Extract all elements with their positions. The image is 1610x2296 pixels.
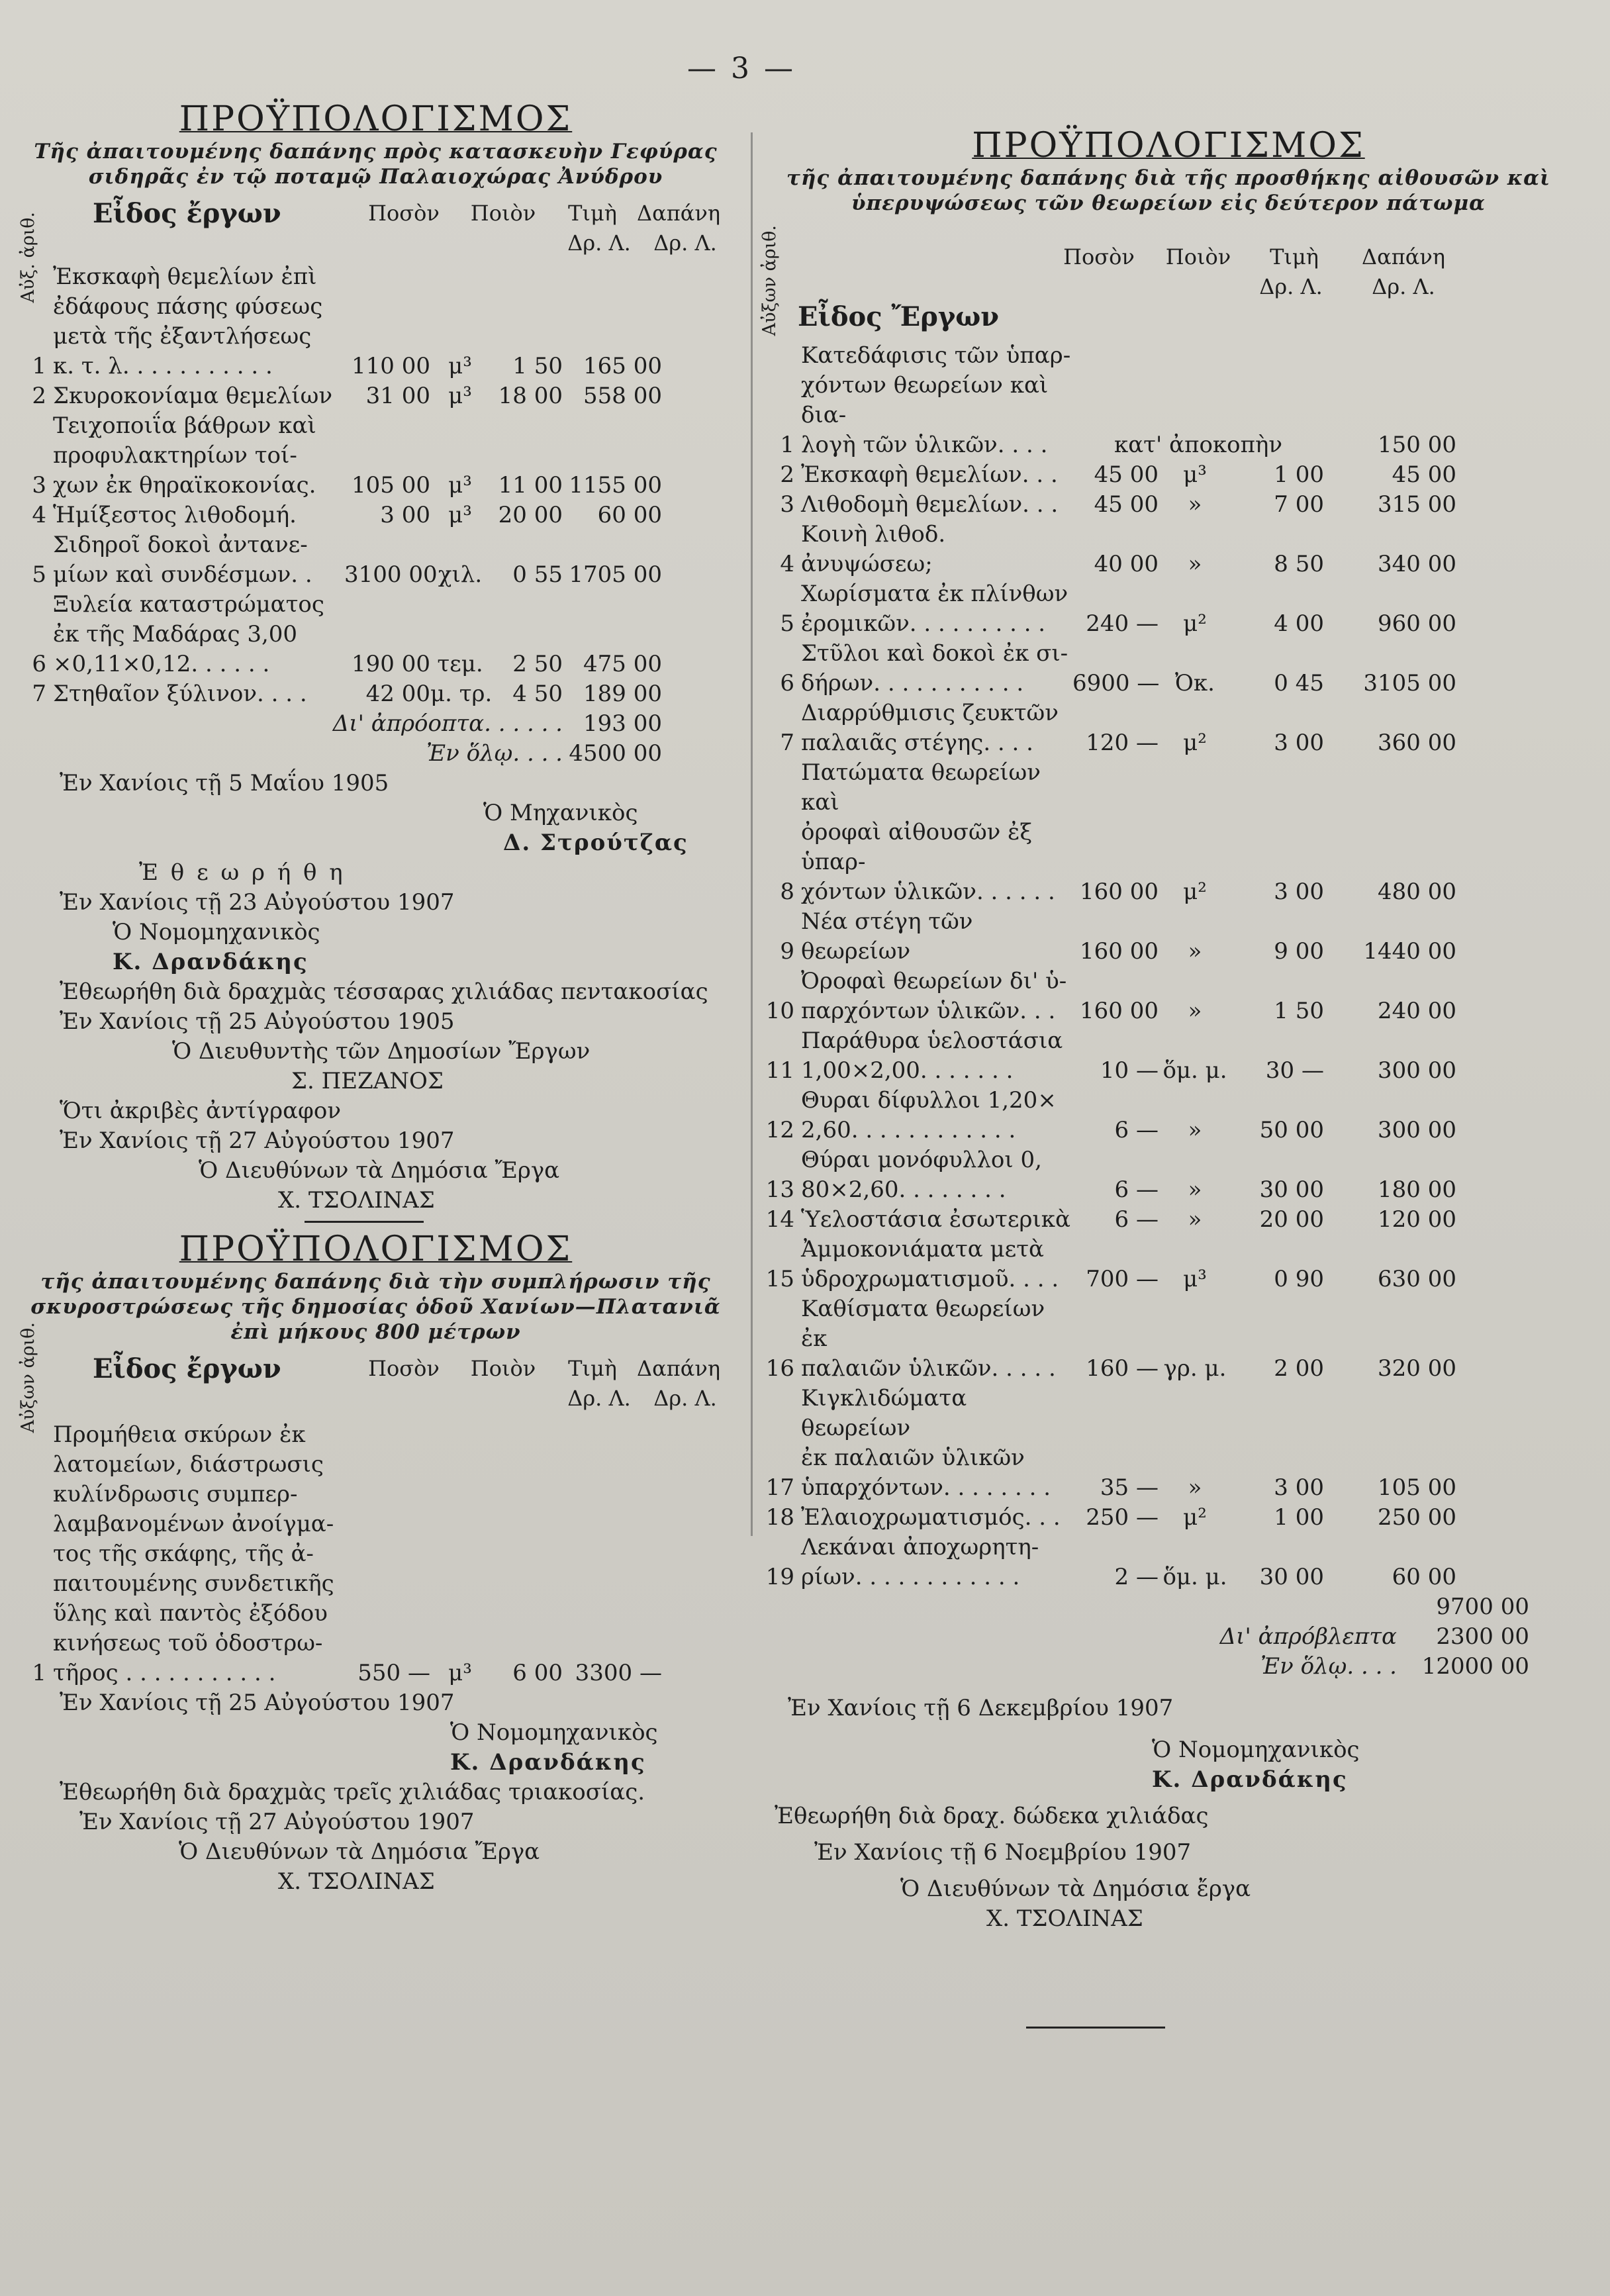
table-row: 18 Ἐλαιοχρωματισμός. . . 250 — μ² 1 00 250 00	[765, 1504, 1456, 1531]
table-row: 4 Ἡμίξεστος λιθοδομή. 3 00 μ³ 20 00 60 00	[32, 502, 662, 528]
nomo-title: Ὁ Νομομηχανικὸς	[113, 919, 320, 945]
table-row: 2 Σκυροκονίαμα θεμελίων 31 00 μ³ 18 00 558 00	[32, 383, 662, 409]
table-row: 19 Λεκάναι ἀποχωρητη- ρίων. . . . . . . . . . . . 2 — ὅμ. μ. 30 00 60 00	[765, 1534, 1456, 1590]
col-kind: Εἶδος ἔργων	[93, 198, 281, 229]
date-line: Ἐν Χανίοις τῇ 27 Αὐγούστου 1907	[60, 1127, 455, 1154]
units-row	[1238, 272, 1576, 302]
table-row: 5 Χωρίσματα ἐκ πλίνθων ἐρομικῶν. . . . . . . . . . 240 — μ² 4 00 960 00	[780, 581, 1456, 637]
total-row: Ἐν ὅλῳ. . . . 12000 00	[1260, 1653, 1529, 1680]
unit-price: Δρ. Λ.	[567, 230, 631, 256]
director-signature: Χ. ΤΣΟΛΙΝΑΣ	[278, 1868, 435, 1895]
table-row: 1 Ἐκσκαφὴ θεμελίων ἐπὶ ἐδάφους πάσης φύσεως μετὰ τῆς ἐξαντλήσεως κ. τ. λ. . . . . . . . . . . 110 00 μ³ 1 50 165 00	[32, 263, 662, 379]
table-row: 9 Νέα στέγη τῶν θεωρείων 160 00 » 9 00 1440 00	[780, 908, 1456, 965]
table-row: 1 Προμήθεια σκύρων ἐκ λατομείων, διάστρωσις κυλίνδρωσις συμπερ- λαμβανομένων ἀνοίγμα- τος τῆς σκάφης, τῆς ἀ- παιτουμένης συνδετικῆς ὕλης καὶ παντὸς ἐξόδου κινήσεως τοῦ ὁδοστρω- τῆρος . . . . . . . . . . . 550 — μ³ 6 00 3300 —	[32, 1421, 662, 1686]
director-title: Ὁ Διευθύνων τὰ Δημόσια ἔργα	[900, 1876, 1251, 1902]
col-kind: Εἶδος ἔργων	[93, 1353, 281, 1384]
table-row: 2 Ἐκσκαφὴ θεμελίων. . . 45 00 μ³ 1 00 45 00	[780, 461, 1456, 488]
table-row: 13 Θύραι μονόφυλλοι 0, 80×2,60. . . . . . . . 6 — » 30 00 180 00	[765, 1147, 1456, 1203]
units-row	[556, 228, 732, 258]
director-signature: Σ. ΠΕΖΑΝΟΣ	[291, 1068, 444, 1094]
page-number: — 3 —	[687, 52, 796, 85]
table-row: 17 Κιγκλιδώματα θεωρείων ἐκ παλαιῶν ὑλικῶν ὑπαρχόντων. . . . . . . . 35 — » 3 00 105 00	[765, 1385, 1456, 1501]
table-row: 7 Στηθαῖον ξύλινον. . . . 42 00 μ. τρ. 4 50 189 00	[32, 681, 662, 707]
separator-rule	[305, 1221, 424, 1223]
table-row: 6 Στῦλοι καὶ δοκοὶ ἐκ σι- δήρων. . . . . . . . . . . 6900 — Ὀκ. 0 45 3105 00	[780, 640, 1456, 696]
director-title: Ὁ Διευθυντὴς τῶν Δημοσίων Ἔργων	[172, 1038, 591, 1065]
total-row: Ἐν ὅλῳ. . . . 4500 00	[426, 740, 662, 767]
col-price: Τιμὴ	[568, 1356, 617, 1381]
unit-cost: Δρ. Λ.	[653, 1386, 717, 1411]
col-qty: Ποσὸν	[368, 201, 440, 226]
separator-rule	[1026, 2027, 1165, 2029]
col-cost: Δαπάνη	[637, 201, 720, 226]
director-signature: Χ. ΤΣΟΛΙΝΑΣ	[986, 1905, 1143, 1932]
budget-heading: ΠΡΟΫΠΟΛΟΓΙΣΜΟΣ	[972, 126, 1365, 166]
budget-heading: ΠΡΟΫΠΟΛΟΓΙΣΜΟΣ	[179, 99, 573, 139]
table-row: 4 Κοινὴ λιθοδ. ἀνυψώσεω; 40 00 » 8 50 340 00	[780, 521, 1456, 577]
col-quality: Ποιὸν	[470, 201, 536, 226]
budget-road	[20, 1229, 732, 1897]
budget-heading: ΠΡΟΫΠΟΛΟΓΙΣΜΟΣ	[179, 1229, 573, 1269]
col-price: Τιμὴ	[1270, 244, 1319, 269]
date-line: Ἐν Χανίοις τῇ 5 Μαΐου 1905	[60, 770, 389, 796]
table-row: 3 Λιθοδομὴ θεμελίων. . . 45 00 » 7 00 315 00	[780, 491, 1456, 518]
table-row: 5 Σιδηροῖ δοκοὶ ἀντανε- μίων καὶ συνδέσμων. . 3100 00 χιλ. 0 55 1705 00	[32, 532, 662, 588]
unit-price: Δρ. Λ.	[1259, 274, 1323, 299]
director-title: Ὁ Διευθύνων τὰ Δημόσια Ἔργα	[199, 1157, 560, 1184]
table-header	[1046, 242, 1576, 272]
column-divider	[751, 132, 753, 1536]
table-row: 11 Παράθυρα ὑελοστάσια 1,00×2,00. . . . . . . 10 — ὅμ. μ. 30 — 300 00	[765, 1028, 1456, 1084]
approval-amount: Ἐθεωρήθη διὰ δραχμὰς τρεῖς χιλιάδας τριακοσίας.	[60, 1779, 645, 1805]
date-line: Ἐν Χανίοις τῇ 6 Δεκεμβρίου 1907	[788, 1695, 1174, 1721]
subtotal-row: 9700 00	[1436, 1594, 1529, 1620]
col-quality: Ποιὸν	[1165, 244, 1231, 269]
table-row: 10 Ὀροφαὶ θεωρείων δι' ὑ- παρχόντων ὑλικῶν. . . 160 00 » 1 50 240 00	[765, 968, 1456, 1024]
col-qty: Ποσὸν	[368, 1356, 440, 1381]
approval-label: Ἐ θ ε ω ρ ή θ η	[139, 859, 346, 886]
table-row: 15 Ἀμμοκονιάματα μετὰ ὑδροχρωματισμοῦ. . . . 700 — μ³ 0 90 630 00	[765, 1236, 1456, 1292]
left-column	[20, 99, 732, 1897]
unforeseen-row: Δι' ἀπρόοπτα. . . . . . 193 00	[332, 710, 662, 737]
nomo-signature: Κ. Δρανδάκης	[450, 1749, 646, 1776]
unit-cost: Δρ. Λ.	[653, 230, 717, 256]
col-cost: Δαπάνη	[1362, 244, 1445, 269]
date-line: Ἐν Χανίοις τῇ 23 Αὐγούστου 1907	[60, 889, 455, 916]
table-row: 6 Ξυλεία καταστρώματος ἐκ τῆς Μαδάρας 3,00 ×0,11×0,12. . . . . . 190 00 τεμ. 2 50 475 00	[32, 591, 662, 677]
units-row	[556, 1384, 732, 1413]
table-header-kind	[798, 302, 1576, 332]
unit-cost: Δρ. Λ.	[1372, 274, 1435, 299]
budget-theatre	[761, 126, 1576, 2029]
budget-subtitle: Τῆς ἀπαιτουμένης δαπάνης πρὸς κατασκευὴν Γεφύρας σιδηρᾶς ἐν τῷ ποταμῷ Παλαιοχώρας Ἀνύδρου	[34, 140, 718, 189]
budget-subtitle: τῆς ἀπαιτουμένης δαπάνης διὰ τῆς προσθήκης αἰθουσῶν καὶ ὑπερυψώσεως τῶν θεωρείων εἰς δεύτερον πάτωμα	[786, 166, 1550, 215]
right-column	[761, 126, 1576, 2029]
unit-price: Δρ. Λ.	[567, 1386, 631, 1411]
table-row: 12 Θυραι δίφυλλοι 1,20× 2,60. . . . . . . . . . . . 6 — » 50 00 300 00	[765, 1087, 1456, 1143]
approval-amount: Ἐθεωρήθη διὰ δραχμὰς τέσσαρας χιλιάδας πεντακοσίας	[60, 979, 708, 1005]
col-qty: Ποσὸν	[1063, 244, 1135, 269]
table-header	[93, 199, 732, 228]
serial-number-label: Αὐξων ἀριθ.	[18, 1322, 38, 1433]
nomo-title: Ὁ Νομομηχανικὸς	[1152, 1737, 1360, 1763]
budget-subtitle: τῆς ἀπαιτουμένης δαπάνης διὰ τὴν συμπλήρωσιν τῆς σκυροστρώσεως τῆς δημοσίας ὁδοῦ Χανίων—Πλατανιᾶ ἐπὶ μήκους 800 μέτρων	[30, 1270, 721, 1344]
col-cost: Δαπάνη	[637, 1356, 720, 1381]
date-line: Ἐν Χανίοις τῇ 6 Νοεμβρίου 1907	[814, 1839, 1192, 1866]
table-row: 7 Διαρρύθμισις ζευκτῶν παλαιᾶς στέγης. . . . 120 — μ² 3 00 360 00	[780, 700, 1456, 756]
approval-amount: Ἐθεωρήθη διὰ δραχ. δώδεκα χιλιάδας	[775, 1803, 1209, 1829]
nomo-signature: Κ. Δρανδάκης	[1152, 1766, 1348, 1793]
engineer-signature: Δ. Στρούτζας	[503, 830, 688, 856]
col-kind: Εἶδος Ἔργων	[798, 301, 1000, 332]
date-line: Ἐν Χανίοις τῇ 25 Αὐγούστου 1905	[60, 1008, 455, 1035]
nomo-title: Ὁ Νομομηχανικὸς	[450, 1719, 658, 1746]
engineer-title: Ὁ Μηχανικὸς	[483, 800, 638, 826]
table-header	[93, 1354, 732, 1384]
items-list	[20, 262, 732, 709]
serial-number-label: Αὐξ. ἀριθ.	[18, 212, 38, 303]
table-row: 8 Πατώματα θεωρείων καὶ ὀροφαὶ αἰθουσῶν ἐξ ὑπαρ- χόντων ὑλικῶν. . . . . . 160 00 μ² 3 00 480 00	[780, 759, 1456, 905]
date-line: Ἐν Χανίοις τῇ 25 Αὐγούστου 1907	[60, 1690, 455, 1716]
nomo-signature: Κ. Δρανδάκης	[113, 949, 308, 975]
serial-number-label: Αὐξων ἀριθ.	[759, 225, 780, 336]
items-list	[761, 341, 1576, 1592]
col-price: Τιμὴ	[568, 201, 617, 226]
unforeseen-row: Δι' ἀπρόβλεπτα 2300 00	[1219, 1623, 1529, 1650]
copy-note: Ὅτι ἀκριβὲς ἀντίγραφον	[60, 1098, 341, 1124]
director-signature: Χ. ΤΣΟΛΙΝΑΣ	[278, 1187, 435, 1214]
table-row: 16 Καθίσματα θεωρείων ἐκ παλαιῶν ὑλικῶν. . . . . 160 — γρ. μ. 2 00 320 00	[765, 1296, 1456, 1382]
date-line: Ἐν Χανίοις τῇ 27 Αὐγούστου 1907	[79, 1809, 475, 1835]
col-quality: Ποιὸν	[470, 1356, 536, 1381]
table-row: 14 Ὑελοστάσια ἐσωτερικὰ 6 — » 20 00 120 00	[765, 1206, 1456, 1233]
budget-bridge	[20, 99, 732, 1223]
director-title: Ὁ Διευθύνων τὰ Δημόσια Ἔργα	[179, 1839, 540, 1865]
table-row: 1 Κατεδάφισις τῶν ὑπαρ- χόντων θεωρείων καὶ δια- λογὴ τῶν ὑλικῶν. . . . κατ' ἀποκοπὴν 150 00	[780, 342, 1456, 458]
table-row: 3 Τειχοποιΐα βάθρων καὶ προφυλακτηρίων τοί- χων ἐκ θηραϊκοκονίας. 105 00 μ³ 11 00 1155 00	[32, 412, 662, 499]
